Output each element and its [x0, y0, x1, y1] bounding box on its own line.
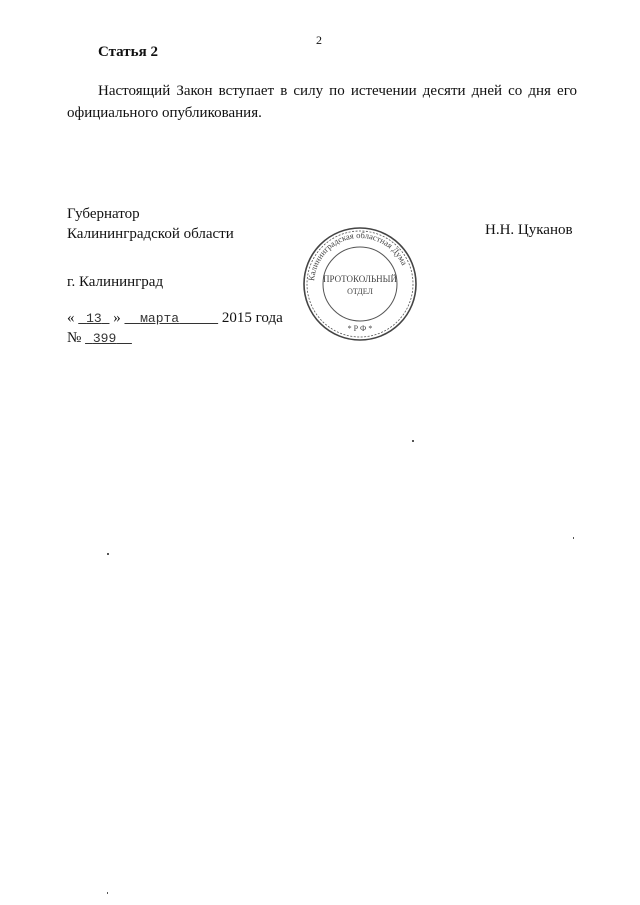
seal-center-line1: ПРОТОКОЛЬНЫЙ	[323, 274, 397, 284]
seal-outer-text: Калининградская областная Дума	[306, 229, 410, 282]
date-line	[67, 310, 283, 327]
law-number-line	[67, 330, 132, 347]
signatory-title-line2: Калининградской области	[67, 226, 234, 242]
city-line: г. Калининград	[67, 274, 164, 290]
date-open-quote: «	[67, 310, 75, 326]
signatory-title	[67, 204, 234, 244]
article-heading: Статья 2	[98, 44, 158, 60]
date-year: 2015 года	[221, 310, 283, 326]
signatory-name: Н.Н. Цуканов	[485, 222, 573, 238]
seal-center-line2: ОТДЕЛ	[347, 287, 373, 296]
date-close-quote: »	[113, 310, 121, 326]
official-seal-stamp	[300, 224, 420, 344]
page-number: 2	[316, 33, 322, 47]
signatory-title-line1: Губернатор	[67, 206, 140, 222]
article-body-paragraph: Настоящий Закон вступает в силу по истечении десяти дней со дня его официального опубликования.	[67, 83, 577, 121]
scan-speck	[107, 553, 109, 555]
scan-speck	[412, 440, 414, 442]
date-month: марта	[140, 311, 180, 326]
seal-bottom-text: * Р Ф *	[347, 324, 373, 333]
scan-speck	[107, 892, 108, 894]
date-day: 13	[86, 311, 102, 326]
law-number-value: 399	[92, 331, 117, 346]
scan-speck	[573, 537, 574, 539]
law-number-prefix: №	[67, 330, 82, 346]
